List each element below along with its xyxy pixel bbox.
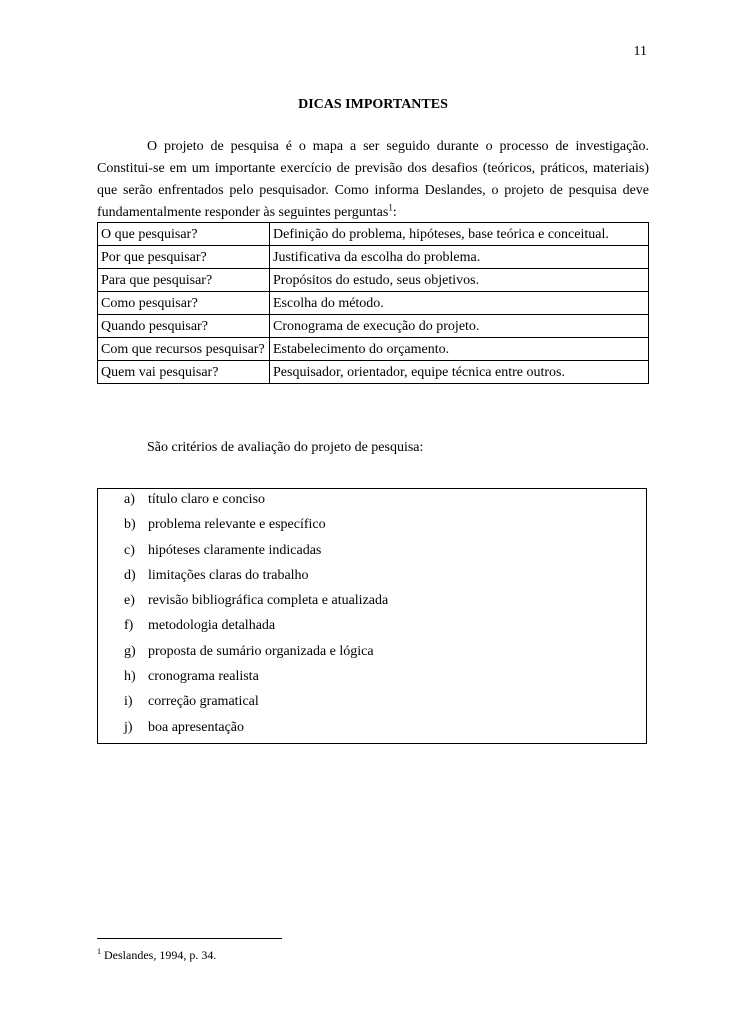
question-cell: Quando pesquisar? xyxy=(98,315,270,338)
list-marker: h) xyxy=(124,669,136,685)
list-item-text: correção gramatical xyxy=(148,694,259,710)
table-row xyxy=(98,338,649,361)
criteria-intro: São critérios de avaliação do projeto de pesquisa: xyxy=(147,440,424,455)
footnote xyxy=(97,947,216,963)
list-item-text: cronograma realista xyxy=(148,669,259,685)
list-item xyxy=(124,616,388,641)
table-row xyxy=(98,223,649,246)
list-marker: b) xyxy=(124,517,136,533)
question-cell: Como pesquisar? xyxy=(98,292,270,315)
list-item xyxy=(124,591,388,616)
page-number: 11 xyxy=(633,44,647,59)
question-cell: Com que recursos pesquisar? xyxy=(98,338,270,361)
list-marker: f) xyxy=(124,618,134,634)
criteria-box xyxy=(97,488,647,744)
question-cell: Para que pesquisar? xyxy=(98,269,270,292)
answer-cell: Propósitos do estudo, seus objetivos. xyxy=(270,269,649,292)
list-item-text: problema relevante e específico xyxy=(148,517,326,533)
answer-cell: Estabelecimento do orçamento. xyxy=(270,338,649,361)
criteria-list xyxy=(124,490,388,743)
list-marker: d) xyxy=(124,567,136,583)
list-item xyxy=(124,490,388,515)
footnote-text: Deslandes, 1994, p. 34. xyxy=(101,948,217,962)
answer-cell: Cronograma de execução do projeto. xyxy=(270,315,649,338)
list-marker: e) xyxy=(124,593,135,609)
list-item xyxy=(124,667,388,692)
section-heading: DICAS IMPORTANTES xyxy=(298,97,448,112)
list-marker: a) xyxy=(124,492,135,507)
footnote-divider xyxy=(97,938,282,939)
footnote-reference[interactable]: 1 xyxy=(388,202,393,213)
answer-cell: Justificativa da escolha do problema. xyxy=(270,246,649,269)
questions-table xyxy=(97,222,649,384)
list-item xyxy=(124,541,388,566)
list-item-text: limitações claras do trabalho xyxy=(148,567,309,583)
intro-end: : xyxy=(392,205,397,220)
question-cell: Quem vai pesquisar? xyxy=(98,361,270,384)
list-marker: j) xyxy=(124,719,133,735)
table-row xyxy=(98,292,649,315)
list-item-text: proposta de sumário organizada e lógica xyxy=(148,643,374,659)
question-cell: Por que pesquisar? xyxy=(98,246,270,269)
answer-cell: Escolha do método. xyxy=(270,292,649,315)
list-marker: i) xyxy=(124,694,133,710)
list-item xyxy=(124,718,388,743)
table-row xyxy=(98,246,649,269)
answer-cell: Definição do problema, hipóteses, base teórica e conceitual. xyxy=(270,223,649,246)
list-item xyxy=(124,566,388,591)
table-row xyxy=(98,315,649,338)
list-item-text: metodologia detalhada xyxy=(148,618,276,634)
list-item-text: boa apresentação xyxy=(148,719,244,735)
list-item xyxy=(124,642,388,667)
list-marker: c) xyxy=(124,542,135,558)
question-cell: O que pesquisar? xyxy=(98,223,270,246)
list-item-text: título claro e conciso xyxy=(148,492,266,507)
answer-cell: Pesquisador, orientador, equipe técnica entre outros. xyxy=(270,361,649,384)
intro-text: O projeto de pesquisa é o mapa a ser seguido durante o processo de investigação. Constitui-se em um importante exercício de previsão dos desafios (teóricos, práticos, materiais) que serão enfrentados pelo pesquisador. Como informa Deslandes, o projeto de pesquisa deve fundamentalmente responder às seguintes perguntas xyxy=(97,139,649,220)
footnote-number: 1 xyxy=(97,947,101,956)
list-item-text: hipóteses claramente indicadas xyxy=(148,542,322,558)
intro-paragraph xyxy=(97,136,649,224)
table-row xyxy=(98,269,649,292)
table-row xyxy=(98,361,649,384)
list-item xyxy=(124,692,388,717)
list-marker: g) xyxy=(124,643,136,659)
list-item xyxy=(124,515,388,540)
list-item-text: revisão bibliográfica completa e atualizada xyxy=(148,593,389,609)
